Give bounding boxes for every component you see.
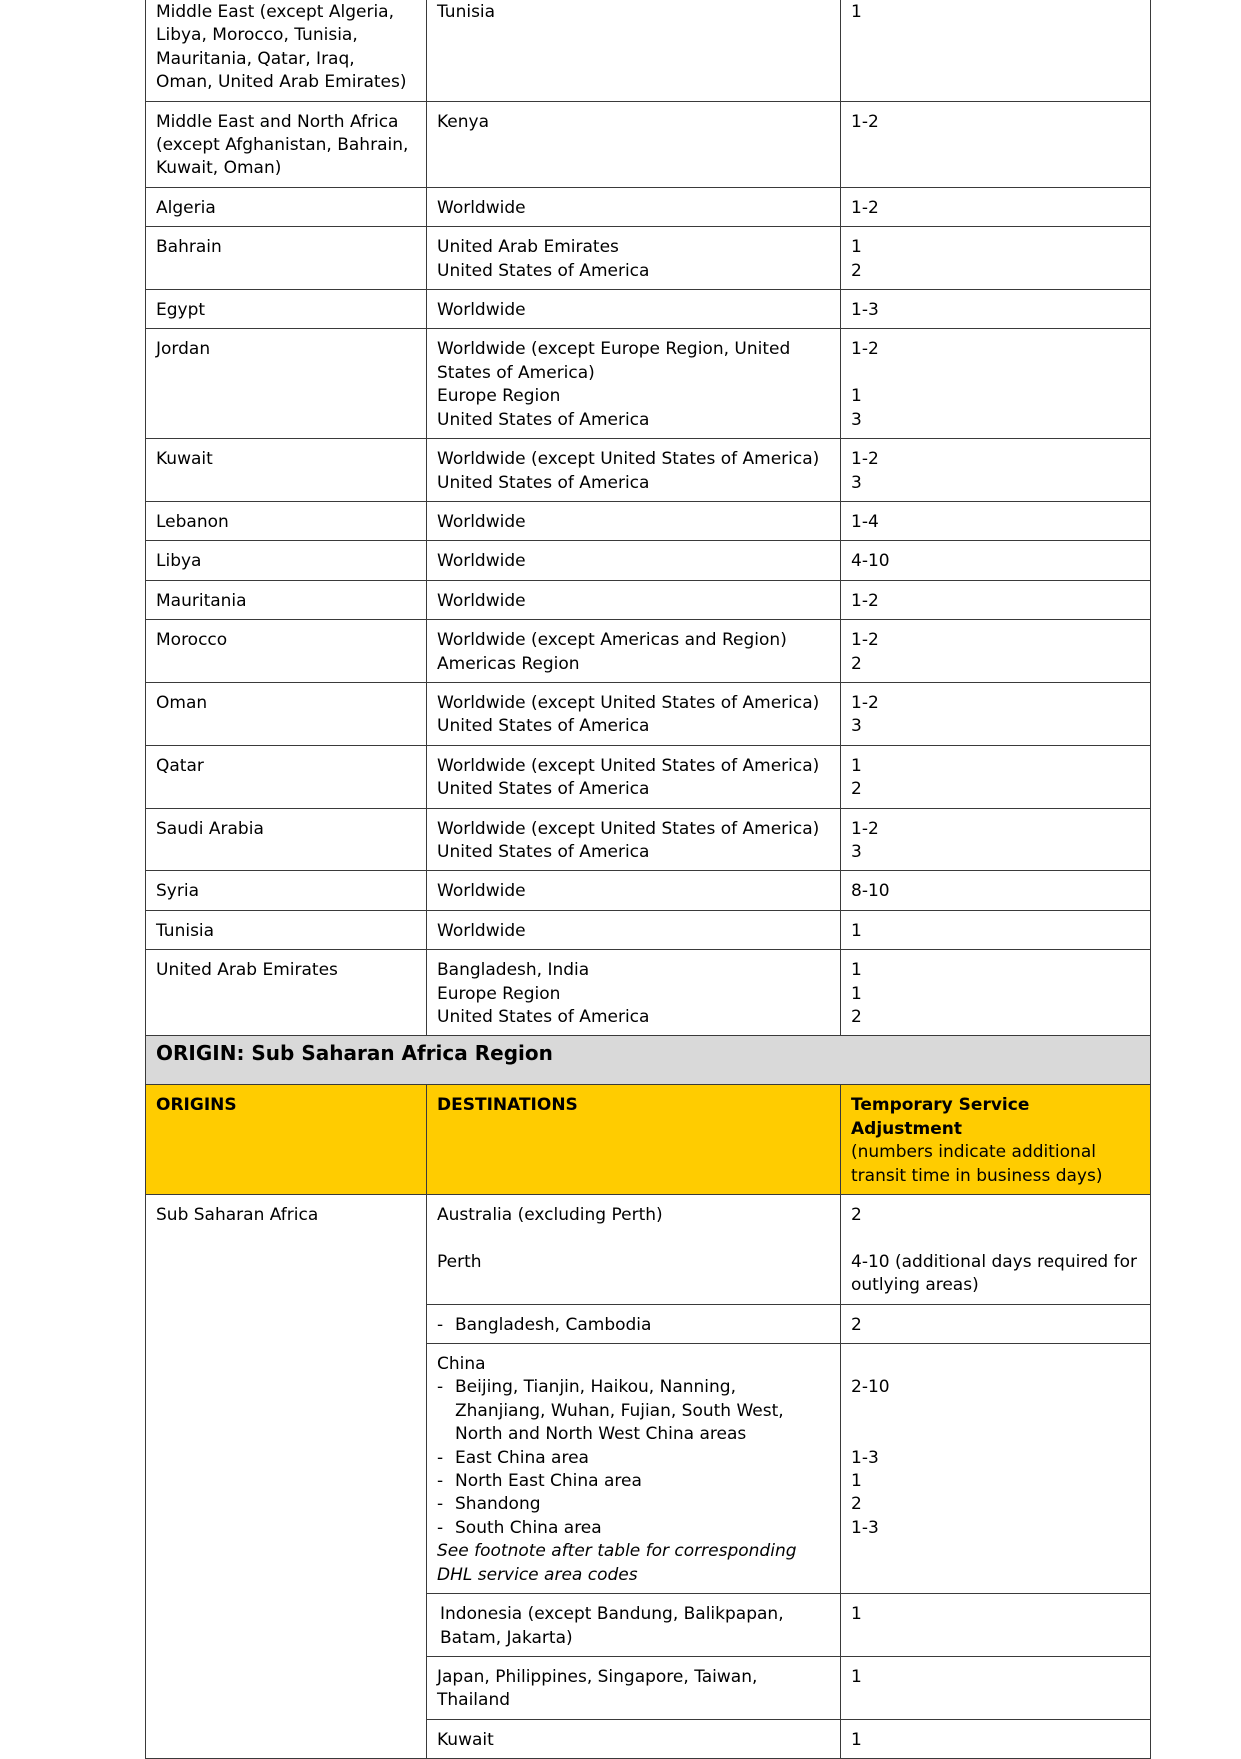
table-row [146, 187, 1151, 226]
table-row [146, 950, 1151, 1036]
origin-line: Lebanon [156, 511, 229, 532]
destination-cell: Indonesia (except Bandung, Balikpapan, Batam, Jakarta) [427, 1594, 841, 1657]
destination-line: Perth [437, 1251, 482, 1272]
destination-cell [427, 950, 841, 1036]
origin-cell [146, 580, 427, 619]
dash-mark: - [437, 1494, 444, 1515]
adjustment-line: 1-2 [851, 630, 879, 651]
adjustment-cell [841, 620, 1151, 683]
adjustment-cell [841, 290, 1151, 329]
adjustment-line: 3 [851, 716, 862, 737]
adjustment-cell [841, 871, 1151, 910]
adjustment-line: 1-2 [851, 111, 879, 132]
adjustment-line: 4-10 (additional days required for outlying areas) [851, 1251, 1143, 1296]
table-row [146, 541, 1151, 580]
adjustment-cell [841, 580, 1151, 619]
destination-line: Worldwide (except Americas and Region) [437, 630, 787, 651]
table-row [146, 745, 1151, 808]
origin-line: Syria [156, 881, 199, 902]
destination-line: North East China area [455, 1471, 642, 1492]
origin-line: Tunisia [156, 920, 215, 941]
dash-item [437, 1470, 830, 1493]
origin-cell [146, 101, 427, 187]
destination-cell [427, 290, 841, 329]
destination-cell [427, 580, 841, 619]
destination-line: Worldwide [437, 300, 526, 321]
origin-line: Middle East (except Algeria, Libya, Morocco, Tunisia, Mauritania, Qatar, Iraq, Oman, United Arab Emirates) [156, 2, 407, 93]
origin-cell: Sub Saharan Africa [146, 1195, 427, 1759]
origin-cell [146, 0, 427, 101]
destination-line: Shandong [455, 1494, 541, 1515]
adjustment-cell: 1 [841, 1594, 1151, 1657]
destination-line: Worldwide (except United States of America) [437, 818, 820, 839]
destination-line: Bangladesh, India [437, 960, 590, 981]
destination-line: South China area [455, 1517, 602, 1538]
adjustment-cell [841, 329, 1151, 439]
china-title: China [437, 1354, 486, 1375]
adjustment-line: 1 [851, 983, 862, 1004]
table-row [146, 910, 1151, 949]
destination-cell [427, 871, 841, 910]
destination-line: Worldwide [437, 881, 526, 902]
adjustment-cell [841, 808, 1151, 871]
adjustment-line: 2 [851, 1205, 862, 1226]
adjustment-line: 2 [851, 779, 862, 800]
adjustment-line: 1-2 [851, 818, 879, 839]
table-row [146, 1195, 1151, 1305]
dash-mark: - [437, 1517, 444, 1538]
origin-cell [146, 501, 427, 540]
destination-line: Australia (excluding Perth) [437, 1205, 663, 1226]
adjustment-line: 1-2 [851, 197, 879, 218]
table-row [146, 580, 1151, 619]
adjustment-cell [841, 1344, 1151, 1594]
adjustment-line: 3 [851, 409, 862, 430]
adjustment-line: 2 [851, 1494, 862, 1515]
dash-item [437, 1376, 830, 1446]
destination-cell [427, 808, 841, 871]
dash-mark: - [437, 1447, 444, 1468]
origin-cell [146, 187, 427, 226]
footnote-reference: See footnote after table for corresponding DHL service area codes [437, 1541, 797, 1585]
adjustment-line: 1-4 [851, 511, 879, 532]
destination-line: East China area [455, 1447, 589, 1468]
origin-cell [146, 541, 427, 580]
adjustment-cell [841, 1195, 1151, 1305]
destination-line: United States of America [437, 841, 650, 862]
table-row [146, 329, 1151, 439]
destination-line: United States of America [437, 1007, 650, 1027]
origin-line: United Arab Emirates [156, 960, 338, 981]
origin-cell [146, 290, 427, 329]
origin-line: Saudi Arabia [156, 818, 264, 839]
destination-cell [427, 439, 841, 502]
table-row [146, 290, 1151, 329]
adjustment-line: 2-10 [851, 1377, 890, 1398]
destination-line: Bangladesh, Cambodia [455, 1314, 652, 1335]
column-header-row [146, 1085, 1151, 1195]
destination-line: Worldwide [437, 511, 526, 532]
origin-line: Jordan [156, 339, 211, 360]
dash-item [437, 1493, 830, 1516]
mena-rows [146, 0, 1151, 1036]
destination-cell [427, 187, 841, 226]
destination-cell [427, 101, 841, 187]
origin-line: Mauritania [156, 590, 247, 611]
adjustment-line: 3 [851, 841, 862, 862]
origin-cell [146, 871, 427, 910]
adjustment-line: 2 [851, 653, 862, 674]
destination-cell [427, 1195, 841, 1305]
adjustment-line: 8-10 [851, 881, 890, 902]
table-row [146, 227, 1151, 290]
destination-cell [427, 910, 841, 949]
adjustment-cell [841, 910, 1151, 949]
adjustment-cell: 2 [841, 1304, 1151, 1343]
adjustment-cell [841, 541, 1151, 580]
destination-cell: Japan, Philippines, Singapore, Taiwan, Thailand [427, 1656, 841, 1719]
adjustment-cell [841, 745, 1151, 808]
origin-line: Egypt [156, 300, 206, 321]
destination-line: Worldwide (except United States of America) [437, 449, 820, 470]
destination-cell [427, 745, 841, 808]
adjustment-line: 1 [851, 920, 862, 941]
adjustment-cell [841, 682, 1151, 745]
destination-line: United Arab Emirates [437, 237, 619, 258]
destination-line: Worldwide [437, 590, 526, 611]
destination-line: Worldwide (except Europe Region, United States of America) [437, 339, 796, 383]
origin-cell [146, 950, 427, 1036]
destination-line: Worldwide [437, 551, 526, 572]
adjustment-line: 2 [851, 1007, 862, 1027]
table-row [146, 682, 1151, 745]
adjustment-line: 1-2 [851, 692, 879, 713]
adjustment-line: 1 [851, 1471, 862, 1492]
adjustment-cell: 1 [841, 1656, 1151, 1719]
adjustment-line: 2 [851, 260, 862, 281]
origins-header: ORIGINS [146, 1085, 427, 1195]
table-row [146, 808, 1151, 871]
adjustment-cell [841, 0, 1151, 101]
destination-line: Worldwide (except United States of America) [437, 755, 820, 776]
service-adjustment-table [145, 0, 1151, 1759]
origin-cell [146, 745, 427, 808]
adjustment-header-note: (numbers indicate additional transit time in business days) [851, 1142, 1103, 1186]
origin-line: Morocco [156, 630, 228, 651]
destination-line: Worldwide (except United States of America) [437, 692, 820, 713]
table-row [146, 101, 1151, 187]
origin-line: Qatar [156, 755, 204, 776]
adjustment-header-title: Temporary Service Adjustment [851, 1095, 1036, 1139]
adjustment-line: 1-3 [851, 1447, 879, 1468]
adjustment-cell [841, 501, 1151, 540]
adjustment-line: 1-2 [851, 449, 879, 470]
dash-item [437, 1314, 830, 1337]
destination-line: Europe Region [437, 983, 561, 1004]
adjustment-cell [841, 950, 1151, 1036]
destination-line: Tunisia [437, 2, 496, 22]
origin-line: Libya [156, 551, 202, 572]
destination-line: Worldwide [437, 197, 526, 218]
table-row [146, 871, 1151, 910]
dash-mark: - [437, 1471, 444, 1492]
destination-line: United States of America [437, 716, 650, 737]
destinations-header: DESTINATIONS [427, 1085, 841, 1195]
dash-item [437, 1447, 830, 1470]
adjustment-line: 1 [851, 237, 862, 258]
destination-line: Worldwide [437, 920, 526, 941]
destination-cell [427, 682, 841, 745]
table-row [146, 620, 1151, 683]
dash-item [437, 1517, 830, 1540]
destination-line: Beijing, Tianjin, Haikou, Nanning, Zhanjiang, Wuhan, Fujian, South West, North and North West China areas [455, 1377, 784, 1445]
origin-cell [146, 910, 427, 949]
adjustment-line: 1-3 [851, 1517, 879, 1538]
origin-cell [146, 620, 427, 683]
destination-cell: Kuwait [427, 1719, 841, 1758]
destination-line: United States of America [437, 779, 650, 800]
section-header-row [146, 1036, 1151, 1085]
destination-line: United States of America [437, 260, 650, 281]
origin-cell [146, 682, 427, 745]
origin-line: Middle East and North Africa (except Afghanistan, Bahrain, Kuwait, Oman) [156, 111, 414, 179]
section-title: ORIGIN: Sub Saharan Africa Region [146, 1036, 1151, 1085]
adjustment-line: 1 [851, 960, 862, 981]
adjustment-line: 1-3 [851, 300, 879, 321]
dash-mark: - [437, 1377, 444, 1398]
adjustment-line: 1 [851, 755, 862, 776]
dash-mark: - [437, 1314, 444, 1335]
origin-cell [146, 439, 427, 502]
table-row [146, 439, 1151, 502]
destination-cell [427, 0, 841, 101]
destination-line: United States of America [437, 409, 650, 430]
destination-cell [427, 1304, 841, 1343]
adjustment-cell [841, 439, 1151, 502]
adjustment-cell [841, 187, 1151, 226]
adjustment-header [841, 1085, 1151, 1195]
adjustment-line: 4-10 [851, 551, 890, 572]
destination-cell [427, 541, 841, 580]
origin-line: Kuwait [156, 449, 213, 470]
destination-line: Americas Region [437, 653, 580, 674]
origin-cell [146, 808, 427, 871]
adjustment-line: 1 [851, 2, 862, 22]
adjustment-cell: 1 [841, 1719, 1151, 1758]
adjustment-line: 1-2 [851, 339, 879, 360]
destination-cell [427, 501, 841, 540]
table-row [146, 0, 1151, 101]
origin-cell [146, 329, 427, 439]
adjustment-line: 1 [851, 386, 862, 407]
destination-cell [427, 227, 841, 290]
origin-line: Oman [156, 692, 208, 713]
destination-line: Europe Region [437, 386, 561, 407]
destination-cell [427, 329, 841, 439]
adjustment-line: 1-2 [851, 590, 879, 611]
destination-cell [427, 620, 841, 683]
adjustment-line: 3 [851, 472, 862, 493]
origin-line: Bahrain [156, 237, 222, 258]
destination-line: Kenya [437, 111, 490, 132]
origin-cell [146, 227, 427, 290]
destination-cell [427, 1344, 841, 1594]
adjustment-cell [841, 101, 1151, 187]
adjustment-cell [841, 227, 1151, 290]
destination-line: United States of America [437, 472, 650, 493]
table-row [146, 501, 1151, 540]
origin-line: Algeria [156, 197, 216, 218]
